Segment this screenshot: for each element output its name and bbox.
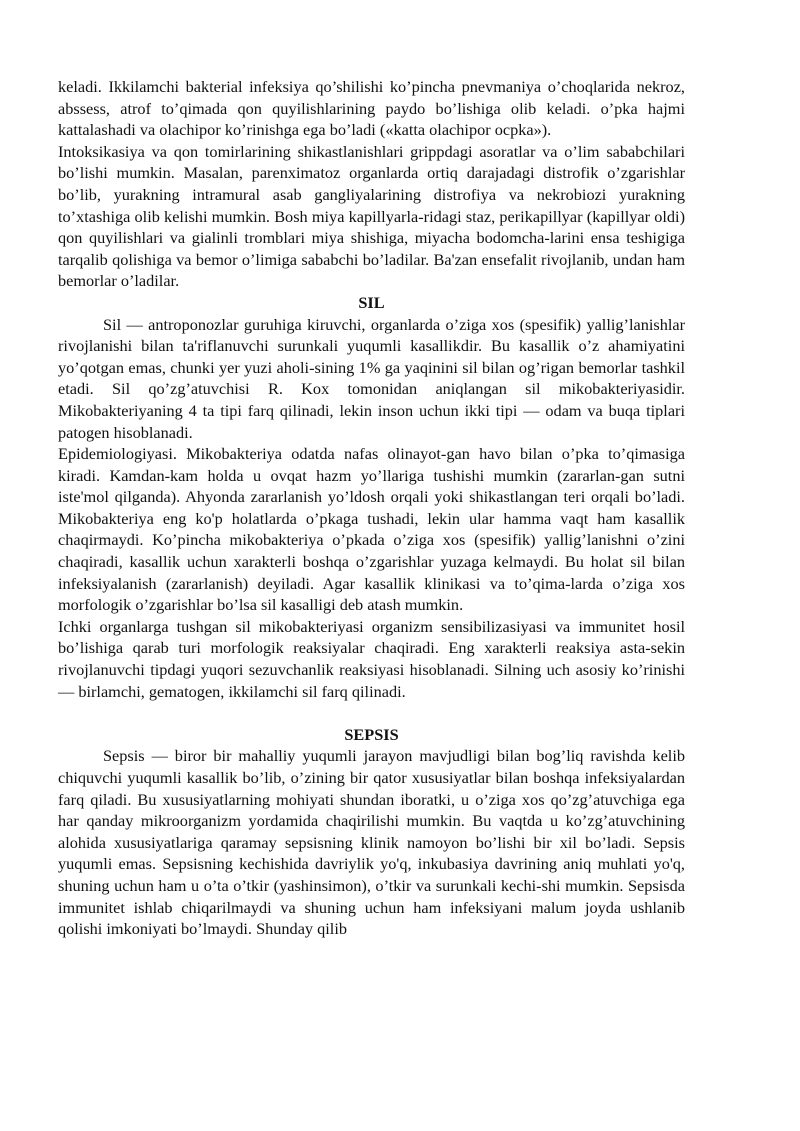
section-heading-sepsis: SEPSIS — [344, 724, 399, 744]
paragraph-sil-forms: Ichki organlarga tushgan sil mikobakteriyasi organizm sensibilizasiyasi va immunitet hosil bo’lishiga qarab turi morfologik reaksiyalar chaqiradi. Eng xarakterli reaksiya asta-sekin rivojlanuvchi tipdagi yuqori sezuvchanlik reaksiyasi hisoblanadi. Silning uch asosiy ko’rinishi — birlamchi, gematogen, ikkilamchi sil farq qilinadi. — [58, 616, 685, 701]
paragraph-sil-intro: Sil — antroponozlar guruhiga kiruvchi, organlarda o’ziga xos (spesifik) yallig’lanishlar rivojlanishi bilan ta'riflanuvchi surunkali yuqumli kasallikdir. Bu kasallik o’z ahamiyatini yo’qotgan emas, chunki yer yuzi aholi-sining 1% ga yaqinini sil bilan og’rigan bemorlar tashkil etadi. Sil qo’zg’atuvchisi R. Kox tomonidan aniqlangan sil mikobakteriyasidir. Mikobakteriyaning 4 ta tipi farq qilinadi, lekin inson uchun ikki tipi — odam va buqa tiplari patogen hisoblanadi. — [58, 314, 685, 442]
paragraph-sepsis-intro: Sepsis — biror bir mahalliy yuqumli jarayon mavjudligi bilan bog’liq ravishda kelib chiquvchi yuqumli kasallik bo’lib, o’zining bir qator xususiyatlar bilan boshqa infeksiyalardan farq qiladi. Bu xususiyatlarning mohiyati shundan iboratki, u o’ziga xos qo’zg’atuvchiga ega har qanday mikroorganizm yordamida chaqirilishi mumkin. Bu vaqtda u ko’zg’atuvchining alohida xususiyatlariga qaramay sepsisning klinik namoyon bo’lishi bir xil bo’ladi. Sepsis yuqumli emas. Sepsisning kechishida davriylik yo'q, inkubasiya davrining aniq muhlati yo'q, shuning uchun ham u o’ta o’tkir (yashinsimon), o’tkir va surunkali kechi-shi mumkin. Sepsisda immunitet ishlab chiqarilmaydi va shuning uchun ham infeksiyani malum joyda ushlanib qolishi imkoniyati bo’lmaydi. Shunday qilib — [58, 746, 685, 939]
paragraph-sil-epidemiology: Epidemiologiyasi. Mikobakteriya odatda nafas olinayot-gan havo bilan o’pka to’qimasiga kiradi. Kamdan-kam holda u ovqat hazm yo’llariga tushishi mumkin (zararlan-gan sutni iste'mol qilganda). Ahyonda zararlanish yo’ldosh orqali yoki shikastlangan teri orqali bo’ladi. Mikobakteriya eng ko'p holatlarda o’pkaga tushadi, lekin ular hamma vaqt ham kasallik chaqirmaydi. Ko’pincha mikobakteriya o’pkada o’ziga xos (spesifik) yallig’lanishni o’zini chaqiradi, kasallik uchun xarakterli boshqa o’zgarishlar yuzaga kelmaydi. Bu holat sil bilan infeksiyalanish (zararlanish) deyiladi. Agar kasallik klinikasi va to’qima-larda o’ziga xos morfologik o’zgarishlar bo’lsa sil kasalligi deb atash mumkin. — [58, 444, 685, 615]
paragraph-complications: keladi. Ikkilamchi bakterial infeksiya qo’shilishi ko’pincha pnevmaniya o’choqlarida nekroz, abssess, atrof to’qimada qon quyilishlarining paydo bo’lishiga olib keladi. o’pka hajmi kattalashadi va olachipor ko’rinishga ega bo’ladi («katta olachipor ocpka»). — [58, 77, 685, 140]
document-page — [58, 76, 685, 940]
section-heading-sil: SIL — [358, 292, 385, 312]
paragraph-intoxication: Intoksikasiya va qon tomirlarining shikastlanishlari grippdagi asoratlar va o’lim sababchilari bo’lishi mumkin. Masalan, parenximatoz organlarda ortiq darajadagi distrofik o’zgarishlar bo’lib, yurakning intramural asab gangliyalarining distrofiya va nekrobiozi yurakning to’xtashiga olib kelishi mumkin. Bosh miya kapillyarla-ridagi staz, perikapillyar (kapillyar oldi) qon quyilishlari va gialinli tromblari miya shishiga, miyacha bodomcha-larini ensa teshigiga tarqalib qolishiga va bemor o’limiga sababchi bo’ladilar. Ba'zan ensefalit rivojlanib, undan ham bemorlar o’ladilar. — [58, 141, 685, 291]
